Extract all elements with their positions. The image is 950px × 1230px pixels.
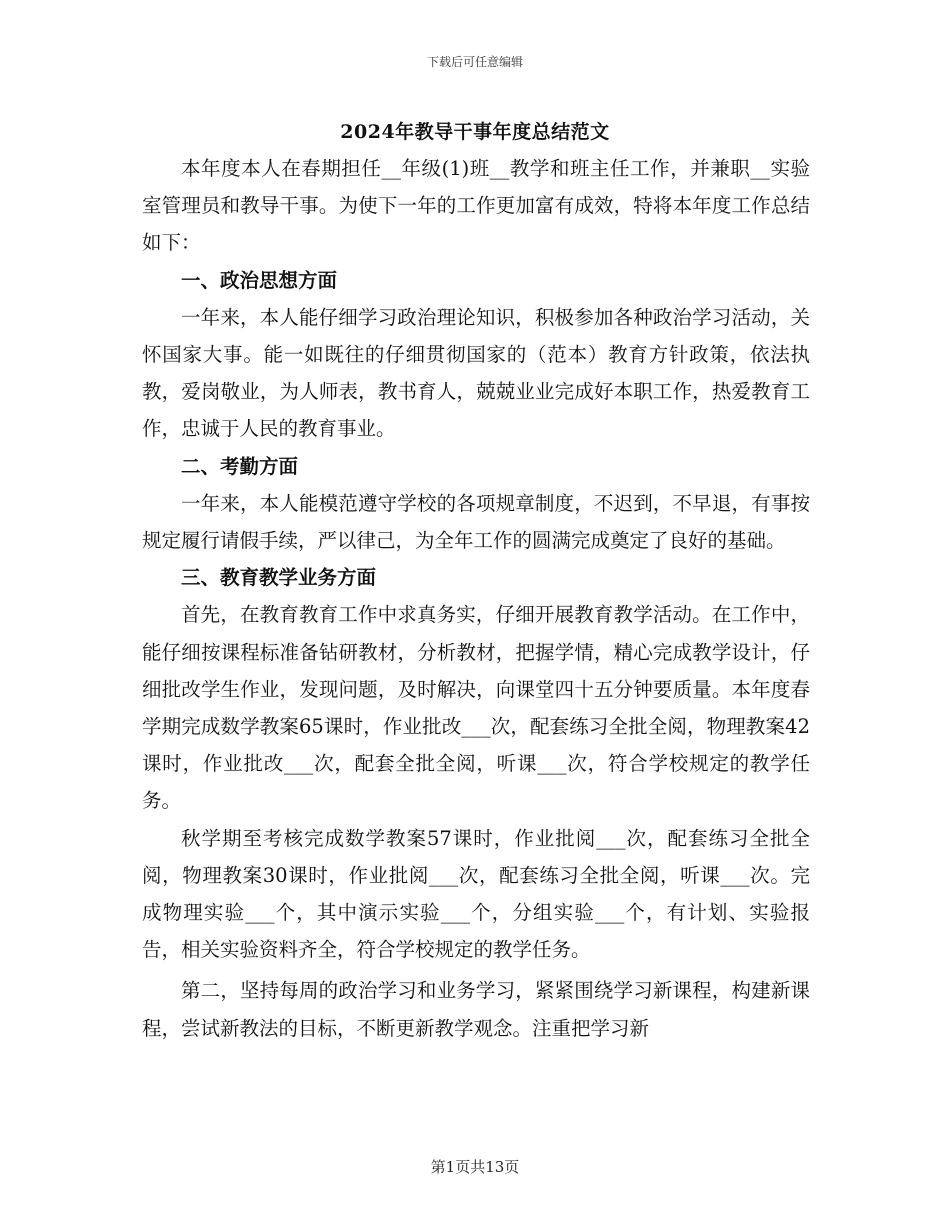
paragraph-attendance: 一年来，本人能模范遵守学校的各项规章制度，不迟到，不早退，有事按规定履行请假手续，严以律己，为全年工作的圆满完成奠定了良好的基础。 xyxy=(142,491,810,553)
paragraph-intro: 本年度本人在春期担任__年级(1)班__教学和班主任工作，并兼职__实验室管理员和教导干事。为使下一年的工作更加富有成效，特将本年度工作总结如下： xyxy=(142,157,810,255)
section-heading-teaching: 三、教育教学业务方面 xyxy=(181,566,377,590)
section-heading-attendance: 二、考勤方面 xyxy=(181,454,299,478)
document-title: 2024年教导干事年度总结范文 xyxy=(340,121,610,143)
document-body xyxy=(142,150,810,1047)
paragraph-teaching-autumn: 秋学期至考核完成数学教案57课时，作业批阅___次，配套练习全批全阅，物理教案30课时，作业批阅___次，配套练习全批全阅，听课___次。完成物理实验___个，其中演示实验___个，分组实验___个，有计划、实验报告，相关实验资料齐全，符合学校规定的教学任务。 xyxy=(142,826,810,962)
header-note: 下载后可任意编辑 xyxy=(426,55,523,69)
paragraph-politics: 一年来，本人能仔细学习政治理论知识，积极参加各种政治学习活动，关怀国家大事。能一如既往的仔细贯彻国家的（范本）教育方针政策，依法执教，爱岗敬业，为人师表，教书育人，兢兢业业完成好本职工作，热爱教育工作，忠诚于人民的教育事业。 xyxy=(142,305,810,441)
paragraph-teaching-first: 首先，在教育教育工作中求真务实，仔细开展教育教学活动。在工作中，能仔细按课程标准备钻研教材，分析教材，把握学情，精心完成教学设计，仔细批改学生作业，发现问题，及时解决，向课堂四十五分钟要质量。本年度春学期完成数学教案65课时，作业批改___次，配套练习全批全阅，物理教案42课时，作业批改___次，配套全批全阅，听课___次，符合学校规定的教学任务。 xyxy=(142,603,810,813)
page-number: 第1页共13页 xyxy=(430,1158,520,1176)
paragraph-teaching-second: 第二，坚持每周的政治学习和业务学习，紧紧围绕学习新课程，构建新课程，尝试新教法的目标，不断更新教学观念。注重把学习新 xyxy=(142,979,810,1040)
section-heading-politics: 一、政治思想方面 xyxy=(181,268,338,292)
